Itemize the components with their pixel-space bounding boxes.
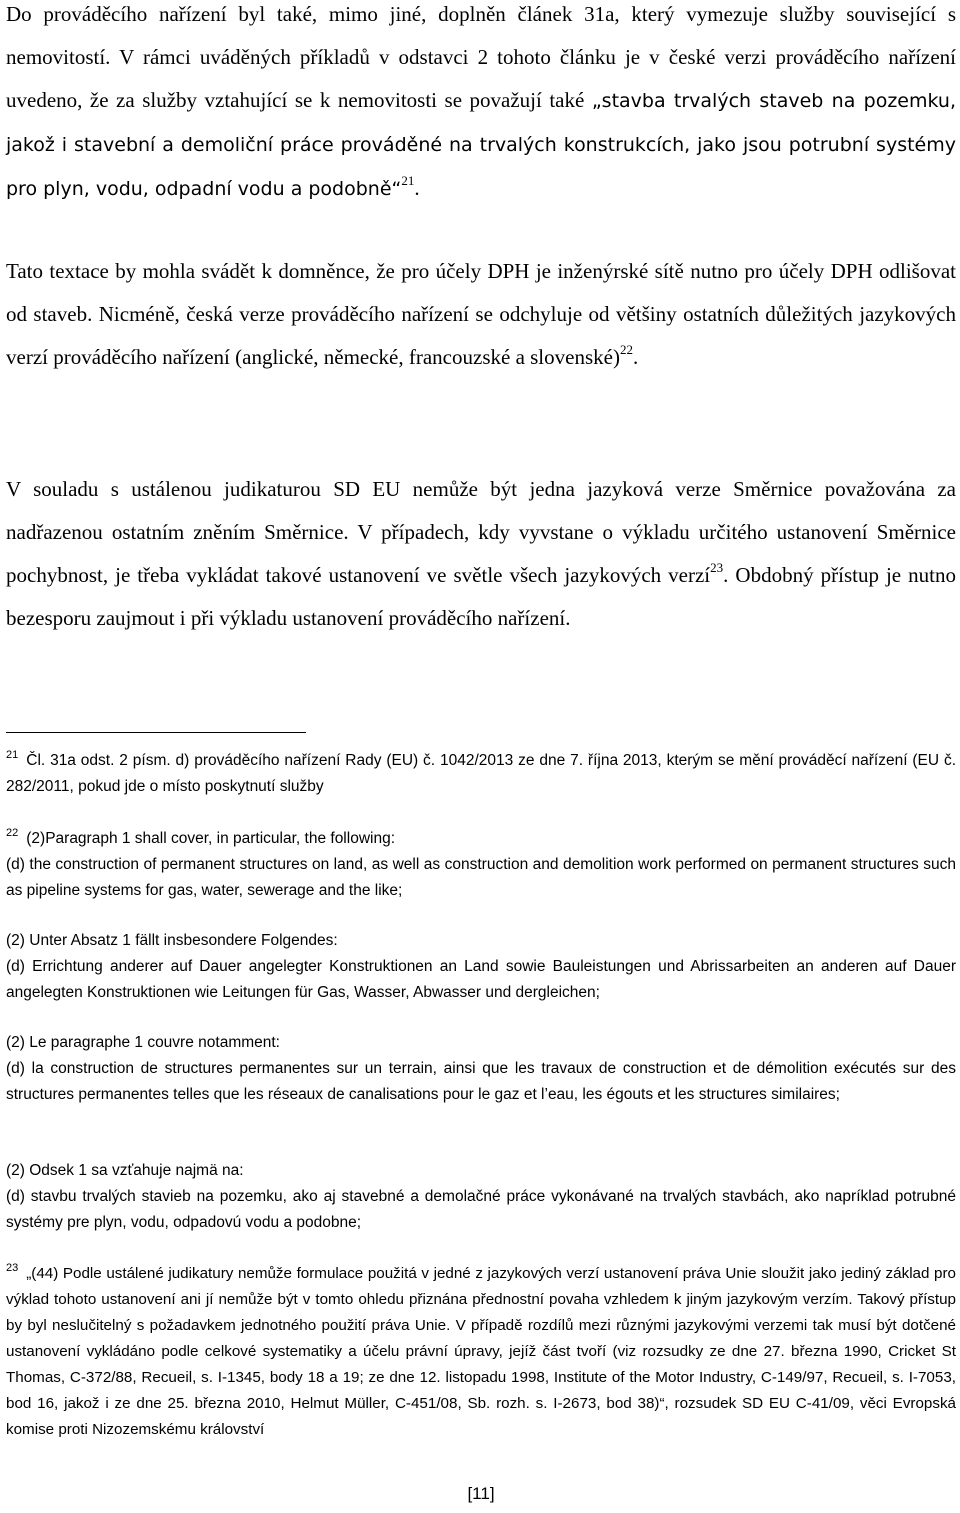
footnote-line: (2) Le paragraphe 1 couvre notamment: [6,1034,280,1051]
footnote-line: (2) Unter Absatz 1 fällt insbesondere Folgendes: [6,932,338,949]
footnote-22-german [6,928,956,1006]
quoted-provision: „stavba trvalých staveb na pozemku, jakož i stavební a demoliční práce prováděné na trvalých konstrukcích, jako jsou potrubní systémy pro plyn, vodu, odpadní vodu a podobně“ [6,90,956,200]
footnote-line: (2) Odsek 1 sa vzťahuje najmä na: [6,1162,244,1179]
footnote-line: (d) stavbu trvalých stavieb na pozemku, ako aj stavebné a demolačné práce vykonávané na trvalých stavbách, ako napríklad potrubné systémy pre plyn, vodu, odpadovú vodu a podobne; [6,1188,956,1231]
paragraph-text: Tato textace by mohla svádět k domněnce, že pro účely DPH je inženýrské sítě nutno pro účely DPH odlišovat od staveb. Nicméně, česká verze prováděcího nařízení se odchyluje od většiny ostatních důležitých jazykových verzí prováděcího nařízení (anglické, německé, francouzské a slovenské) [6,259,956,369]
footnote-line: (d) Errichtung anderer auf Dauer angelegter Konstruktionen an Land sowie Bauleistungen und Abrissarbeiten an anderen auf Dauer angelegten Konstruktionen wie Leitungen für Gas, Wasser, Abwasser und dergleichen; [6,958,956,1001]
footnote-separator [6,732,306,733]
footnote-23 [6,1261,956,1443]
paragraph-end: . [414,176,420,200]
footnote-ref-21: 21 [401,173,415,188]
footnote-text: Čl. 31a odst. 2 písm. d) prováděcího nařízení Rady (EU) č. 1042/2013 ze dne 7. října 2013, kterým se mění prováděcí nařízení (EU č. 282/2011, pokud jde o místo poskytnutí služby [6,752,956,795]
paragraph-text: Do prováděcího nařízení byl také, mimo jiné, doplněn článek 31a, který vymezuje služby související s nemovitostí. V rámci uváděných příkladů v odstavci 2 tohoto článku je v české verzi prováděcího nařízení uvedeno, že za služby vztahující se k nemovitosti se považují také [6,2,956,112]
footnote-22-english [6,826,956,904]
footnote-number: 23 [6,1262,19,1274]
paragraph-article-31a [6,0,956,211]
footnote-text: „(44) Podle ustálené judikatury nemůže formulace použitá v jedné z jazykových verzí ustanovení práva Unie sloužit jako jediný základ pro výklad tohoto ustanovení ani jí nemůže být v tomto ohledu přiznána přednostní povaha vzhledem k jiným jazykovým verzím. Takový přístup by byl neslučitelný s požadavkem jednotného použití práva Unie. V případě rozdílů mezi různými jazykovými verzemi tak musí být dotčené ustanovení vykládáno podle celkové systematiky a účelu právní úpravy, jejíž část tvoří (viz rozsudky ze dne 27. března 1990, Cricket St Thomas, C-372/88, Recueil, s. I-1345, body 18 a 19; ze dne 12. listopadu 1998, Institute of the Motor Industry, C-149/97, Recueil, s. I-7053, bod 16, jakož i ze dne 25. března 2010, Helmut Müller, C-451/08, Sb. rozh. s. I-2673, bod 38)“, rozsudek SD EU C-41/09, věci Evropská komise proti Nizozemskému království [6,1265,956,1438]
paragraph-language-versions [6,250,956,379]
footnote-22-slovak [6,1158,956,1236]
footnote-number: 22 [6,827,19,839]
paragraph-end: . Obdobný přístup je nutno bezesporu zaujmout i při výkladu ustanovení prováděcího nařízení. [6,563,956,630]
paragraph-case-law [6,468,956,640]
paragraph-text: V souladu s ustálenou judikaturou SD EU nemůže být jedna jazyková verze Směrnice považována za nadřazenou ostatním zněním Směrnice. V případech, kdy vyvstane o výkladu určitého ustanovení Směrnice pochybnost, je třeba vykládat takové ustanovení ve světle všech jazykových verzí [6,477,956,587]
paragraph-end: . [632,345,639,369]
footnote-line: (2)Paragraph 1 shall cover, in particular, the following: [26,830,396,847]
footnote-line: (d) the construction of permanent structures on land, as well as construction and demolition work performed on permanent structures such as pipeline systems for gas, water, sewerage and the like; [6,856,956,899]
page-number: [11] [467,1484,495,1503]
footnote-22-french [6,1030,956,1108]
footnote-21 [6,748,956,800]
footnote-ref-22: 22 [619,342,633,357]
footnote-number: 21 [6,749,19,761]
footnote-ref-23: 23 [710,560,724,575]
footnote-line: (d) la construction de structures permanentes sur un terrain, ainsi que les travaux de construction et de démolition exécutés sur des structures permanentes telles que les réseaux de canalisations pour le gaz et l’eau, les égouts et les structures similaires; [6,1060,956,1103]
